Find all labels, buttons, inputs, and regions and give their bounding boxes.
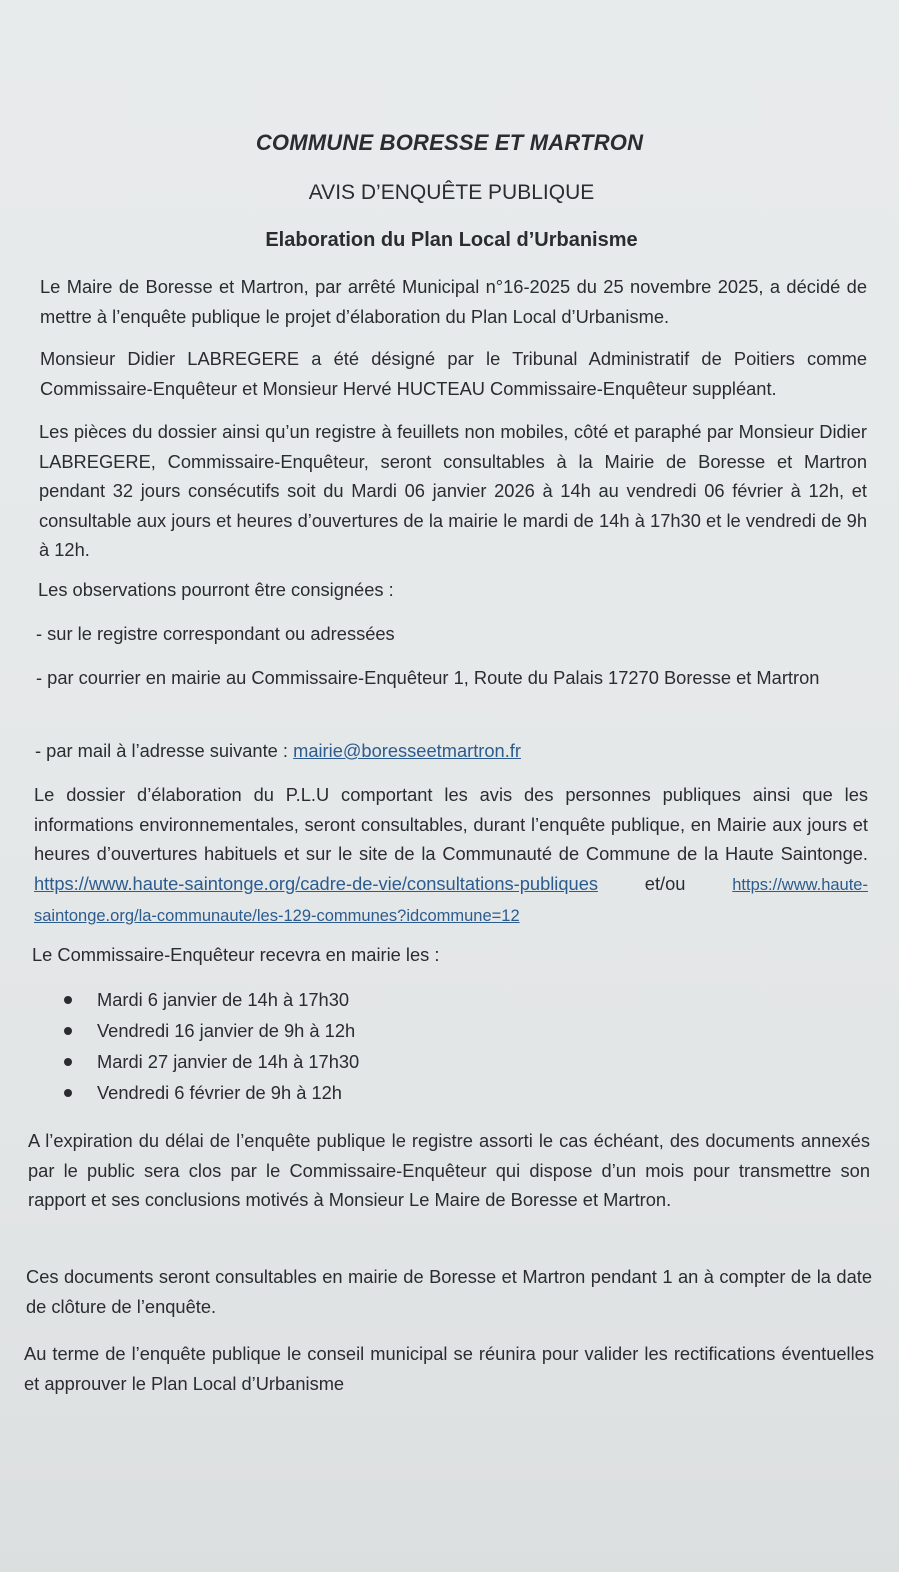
list-item (60, 1046, 359, 1077)
observation-mail (35, 736, 521, 766)
paragraph-designation: Monsieur Didier LABREGERE a été désigné par le Tribunal Administratif de Poitiers comme Commissaire-Enquêteur et Monsieur Hervé HUCTEAU Commissaire-Enquêteur suppléant. (40, 348, 867, 399)
observation-mail-prefix: - par mail à l’adresse suivante : (35, 740, 294, 761)
bullet-icon (64, 1089, 72, 1097)
list-item (60, 984, 359, 1015)
communes-link[interactable]: https://www.haute-saintonge.org/la-communaute/les-129-communes?idcommune=12 (34, 875, 868, 925)
observations-intro: Les observations pourront être consignées : (38, 579, 394, 600)
consultations-publiques-link[interactable]: https://www.haute-saintonge.org/cadre-de-vie/consultations-publiques (34, 872, 598, 894)
bullet-icon (64, 1027, 72, 1035)
observation-registre: - sur le registre correspondant ou adressées (36, 623, 395, 644)
permanence-text: Mardi 27 janvier de 14h à 17h30 (97, 1051, 360, 1072)
observation-courrier: - par courrier en mairie au Commissaire-Enquêteur 1, Route du Palais 17270 Boresse et Martron (36, 667, 820, 688)
paragraph-dossier-plu (34, 780, 868, 932)
paragraph-expiration: A l’expiration du délai de l’enquête publique le registre assorti le cas échéant, des documents annexés par le public sera clos par le Commissaire-Enquêteur qui dispose d’un mois pour transmettre son rapport et ses conclusions motivés à Monsieur Le Maire de Boresse et Martron. (28, 1130, 870, 1210)
permanence-text: Vendredi 16 janvier de 9h à 12h (97, 1020, 356, 1041)
mairie-email-link[interactable]: mairie@boresseetmartron.fr (293, 740, 521, 761)
list-item (60, 1015, 359, 1046)
subject-title: Elaboration du Plan Local d’Urbanisme (265, 229, 638, 251)
dossier-plu-text: Le dossier d’élaboration du P.L.U comportant les avis des personnes publiques ainsi que les informations environnementales, seront consultables, durant l’enquête publique, en Mairie aux jours et heures d’ouvertures habituels et sur le site de la Communauté de Commune de la Haute Saintonge. (34, 784, 868, 864)
permanence-text: Mardi 6 janvier de 14h à 17h30 (97, 989, 350, 1010)
et-ou-text: et/ou (644, 872, 733, 894)
paragraph-consultables: Ces documents seront consultables en mairie de Boresse et Martron pendant 1 an à compter de la date de clôture de l’enquête. (26, 1266, 872, 1317)
bullet-icon (64, 1058, 72, 1066)
permanence-text: Vendredi 6 février de 9h à 12h (97, 1082, 342, 1103)
paragraph-terme: Au terme de l’enquête publique le conseil municipal se réunira pour valider les rectifications éventuelles et approuver le Plan Local d’Urbanisme (24, 1343, 874, 1394)
bullet-icon (64, 996, 72, 1004)
permanences-list (60, 984, 359, 1108)
commune-title: COMMUNE BORESSE ET MARTRON (255, 130, 644, 155)
paragraph-pieces-dossier: Les pièces du dossier ainsi qu’un registre à feuillets non mobiles, côté et paraphé par Monsieur Didier LABREGERE, Commissaire-Enquêteur, seront consultables à la Mairie de Boresse et Martron pendant 32 jours consécutifs soit du Mardi 06 janvier 2026 à 14h au vendredi 06 février à 12h, et consultable aux jours et heures d’ouvertures de la mairie le mardi de 14h à 17h30 et le vendredi de 9h à 12h. (39, 421, 867, 560)
notice-title: AVIS D’ENQUÊTE PUBLIQUE (308, 181, 595, 204)
list-item (60, 1077, 359, 1108)
permanences-intro: Le Commissaire-Enquêteur recevra en mairie les : (32, 944, 440, 965)
paragraph-arrete: Le Maire de Boresse et Martron, par arrêté Municipal n°16-2025 du 25 novembre 2025, a décidé de mettre à l’enquête publique le projet d’élaboration du Plan Local d’Urbanisme. (40, 276, 867, 327)
